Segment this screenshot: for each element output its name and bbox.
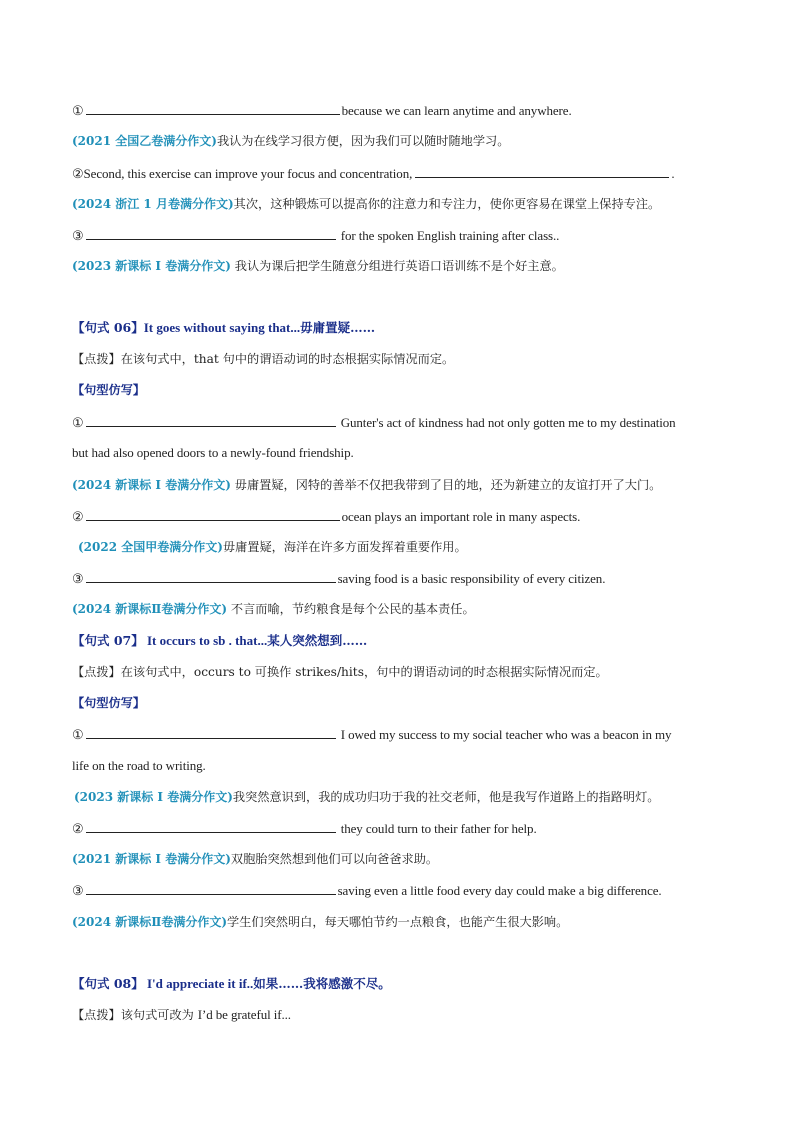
exercise-line: ② ocean plays an important role in many aspects.: [72, 509, 581, 524]
answer-blank[interactable]: [86, 725, 336, 739]
answer-blank[interactable]: [86, 507, 340, 521]
exercise-line: ③ saving even a little food every day could make a big difference.: [72, 883, 662, 898]
exercise-line: ③ saving food is a basic responsibility of every citizen.: [72, 571, 606, 586]
answer-blank[interactable]: [415, 164, 669, 178]
answer-blank[interactable]: [86, 819, 336, 833]
practice-label: 【句型仿写】: [72, 696, 146, 710]
source-line: (2024 新课标 I 卷满分作文) 毋庸置疑，冈特的善举不仅把我带到了目的地，还为新建立的友谊打开了大门。: [72, 478, 662, 492]
answer-blank[interactable]: [86, 881, 336, 895]
exercise-line: ① Gunter's act of kindness had not only gotten me to my destination: [72, 415, 676, 430]
tip-line: 【点拨】在该句式中，that 句中的谓语动词的时态根据实际情况而定。: [72, 352, 455, 366]
practice-label: 【句型仿写】: [72, 383, 146, 397]
exercise-line: ① because we can learn anytime and anywhere.: [72, 103, 572, 118]
pattern-heading: 【句式 08】 I'd appreciate it if..如果……我将感激不尽。: [72, 976, 391, 991]
exercise-line: ① I owed my success to my social teacher who was a beacon in my: [72, 727, 672, 742]
exercise-line-cont: life on the road to writing.: [72, 758, 206, 773]
source-line: (2024 新课标Ⅱ卷满分作文)学生们突然明白，每天哪怕节约一点粮食，也能产生很大影响。: [72, 915, 569, 929]
source-line: (2022 全国甲卷满分作文)毋庸置疑，海洋在许多方面发挥着重要作用。: [78, 540, 467, 554]
source-line: (2023 新课标 I 卷满分作文)我突然意识到，我的成功归功于我的社交老师，他是我写作道路上的指路明灯。: [74, 790, 660, 804]
exercise-line: ③ for the spoken English training after class..: [72, 228, 560, 243]
tip-line: 【点拨】该句式可改为 I’d be grateful if...: [72, 1007, 291, 1022]
exercise-line-cont: but had also opened doors to a newly-found friendship.: [72, 445, 354, 460]
answer-blank[interactable]: [86, 413, 336, 427]
tip-line: 【点拨】在该句式中，occurs to 可换作 strikes/hits，句中的谓语动词的时态根据实际情况而定。: [72, 665, 608, 679]
pattern-heading: 【句式 07】 It occurs to sb . that...某人突然想到……: [72, 633, 368, 648]
exercise-line: ② they could turn to their father for help.: [72, 821, 537, 836]
pattern-heading: 【句式 06】It goes without saying that...毋庸置疑……: [72, 320, 376, 335]
answer-blank[interactable]: [86, 226, 336, 240]
answer-blank[interactable]: [86, 569, 336, 583]
exercise-line: ②Second, this exercise can improve your focus and concentration, .: [72, 166, 675, 181]
source-line: (2021 全国乙卷满分作文)我认为在线学习很方便，因为我们可以随时随地学习。: [72, 134, 510, 148]
source-line: (2024 浙江 1 月卷满分作文)其次，这种锻炼可以提高你的注意力和专注力，使你更容易在课堂上保持专注。: [72, 197, 661, 211]
source-line: (2024 新课标Ⅱ卷满分作文) 不言而喻，节约粮食是每个公民的基本责任。: [72, 602, 475, 616]
source-line: (2023 新课标 I 卷满分作文) 我认为课后把学生随意分组进行英语口语训练不是个好主意。: [72, 259, 564, 273]
source-line: (2021 新课标 I 卷满分作文)双胞胎突然想到他们可以向爸爸求助。: [72, 852, 439, 866]
answer-blank[interactable]: [86, 101, 340, 115]
